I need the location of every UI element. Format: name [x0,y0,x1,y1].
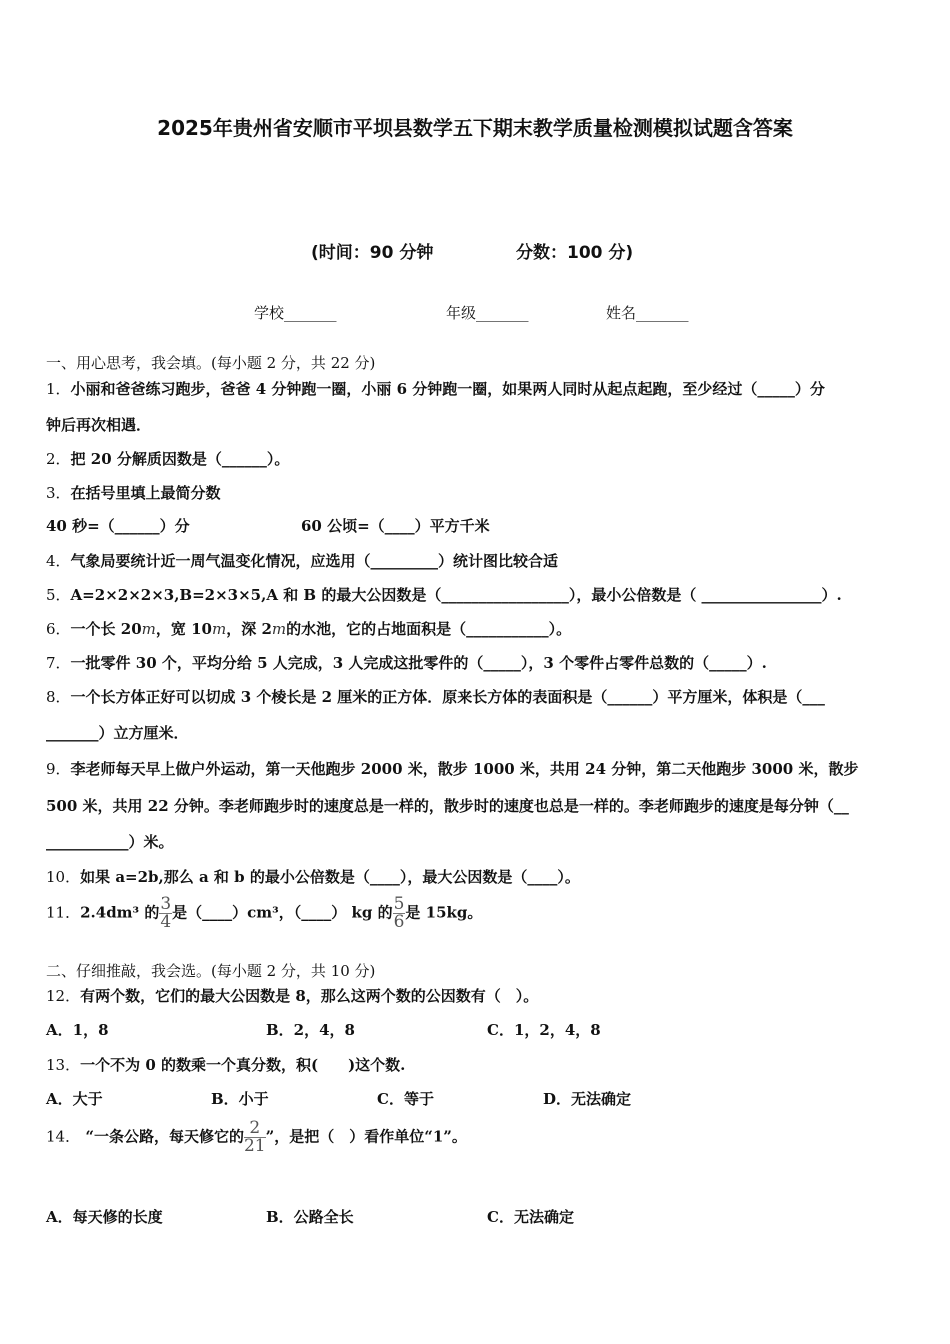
question-number: 1． [46,380,71,398]
question-9-cont: 500 米，共用 22 分钟。李老师跑步时的速度总是一样的，散步时的速度也总是一样的。李老师跑步的速度是每分钟（__ [46,797,849,815]
question-number: 9． [46,760,71,778]
question-number: 2． [46,450,71,468]
question-text: 2.4dm³ 的 [80,903,160,922]
question-text: “一条公路，每天修它的 [85,1127,244,1146]
question-text: A=2×2×2×3,B=2×3×5,A 和 B 的最大公因数是（_________________），最小公倍数是（ ________________）. [70,586,842,604]
question-6 [46,618,571,639]
question-text: 是 15kg。 [405,903,483,922]
question-number: 6． [46,620,71,638]
fraction-denominator: 4 [160,912,172,932]
question-number: 3． [46,484,71,502]
name-field[interactable]: 姓名_______ [606,304,689,322]
question-14 [46,1120,467,1155]
question-12 [46,985,538,1006]
question-text: ，深 2 [226,620,272,638]
question-number: 13． [46,1056,81,1074]
question-11 [46,896,482,931]
option-a[interactable]: A．1，8 [46,1021,109,1039]
school-field[interactable]: 学校_______ [254,304,337,322]
question-number: 5． [46,586,71,604]
question-text: 的水池，它的占地面积是（___________）。 [286,620,572,638]
question-number: 7． [46,654,71,672]
option-c[interactable]: C．等于 [377,1090,434,1108]
fraction [159,896,172,931]
option-c[interactable]: C．无法确定 [487,1208,574,1226]
question-7 [46,652,767,673]
question-text: 一批零件 30 个，平均分给 5 人完成，3 人完成这批零件的（_____），3 个零件占零件总数的（_____）. [70,654,767,672]
question-number: 14． [46,1127,81,1146]
question-text: ，宽 10 [155,620,212,638]
time-label: (时间：90 分钟 [311,243,434,263]
question-3 [46,482,221,503]
question-13 [46,1054,405,1075]
page-title: 2025年贵州省安顺市平坝县数学五下期末教学质量检测模拟试题含答案 [157,116,793,140]
option-b[interactable]: B．小于 [211,1090,269,1108]
question-text: 一个长 20 [70,620,142,638]
question-9 [46,758,858,779]
question-8-cont: _______）立方厘米． [46,724,189,742]
question-number: 10． [46,868,81,886]
question-1-cont: 钟后再次相遇． [46,416,152,434]
unit-meter: m [271,620,287,638]
unit-meter: m [212,620,227,638]
question-number: 12． [46,987,81,1005]
question-text: ”，是把（ ）看作单位“1”。 [265,1127,467,1146]
question-3-part-a: 40 秒=（______）分 [46,517,190,535]
question-text: 有两个数，它们的最大公因数是 8，那么这两个数的公因数有（ ）。 [80,987,539,1005]
question-number: 11． [46,903,81,922]
question-number: 4． [46,552,71,570]
question-8 [46,686,825,707]
question-text: 一个长方体正好可以切成 3 个棱长是 2 厘米的正方体．原来长方体的表面积是（______）平方厘米，体积是（___ [70,688,825,706]
fraction [393,896,406,931]
fraction-numerator: 3 [160,894,172,914]
question-3-part-b: 60 公顷=（____）平方千米 [301,517,490,535]
question-4 [46,550,558,571]
fraction [244,1120,266,1155]
question-2 [46,448,289,469]
option-b[interactable]: B．2，4，8 [266,1021,355,1039]
question-number: 8． [46,688,71,706]
fraction-numerator: 2 [244,1120,266,1138]
unit-meter: m [141,620,156,638]
question-text: 小丽和爸爸练习跑步，爸爸 4 分钟跑一圈，小丽 6 分钟跑一圈，如果两人同时从起点起跑，至少经过（_____）分 [70,380,825,398]
grade-field[interactable]: 年级_______ [446,304,529,322]
section-2-heading: 二、仔细推敲，我会选。(每小题 2 分，共 10 分) [46,962,376,980]
question-text: 是（____）cm³，（____） kg 的 [172,903,393,922]
option-a[interactable]: A．每天修的长度 [46,1208,163,1226]
question-text: 把 20 分解质因数是（______）。 [70,450,290,468]
section-1-heading: 一、用心思考，我会填。(每小题 2 分，共 22 分) [46,354,376,372]
option-c[interactable]: C．1，2，4，8 [487,1021,601,1039]
question-text: 李老师每天早上做户外运动，第一天他跑步 2000 米，散步 1000 米，共用 24 分钟，第二天他跑步 3000 米，散步 [70,760,859,778]
question-text: 气象局要统计近一周气温变化情况，应选用（_________）统计图比较合适 [70,552,559,570]
question-text: 如果 a=2b,那么 a 和 b 的最小公倍数是（____），最大公因数是（____）。 [80,868,580,886]
fraction-numerator: 5 [393,894,405,914]
question-5 [46,584,842,605]
question-10 [46,866,580,887]
score-label: 分数：100 分) [516,243,634,263]
fraction-denominator: 21 [243,1136,266,1156]
option-b[interactable]: B．公路全长 [266,1208,354,1226]
question-text: 在括号里填上最简分数 [70,484,221,502]
option-d[interactable]: D．无法确定 [543,1090,632,1108]
question-text: 一个不为 0 的数乘一个真分数，积( )这个数. [80,1056,406,1074]
fraction-denominator: 6 [393,912,405,932]
question-1 [46,378,825,399]
option-a[interactable]: A．大于 [46,1090,103,1108]
question-9-cont2: ___________）米。 [46,833,174,851]
